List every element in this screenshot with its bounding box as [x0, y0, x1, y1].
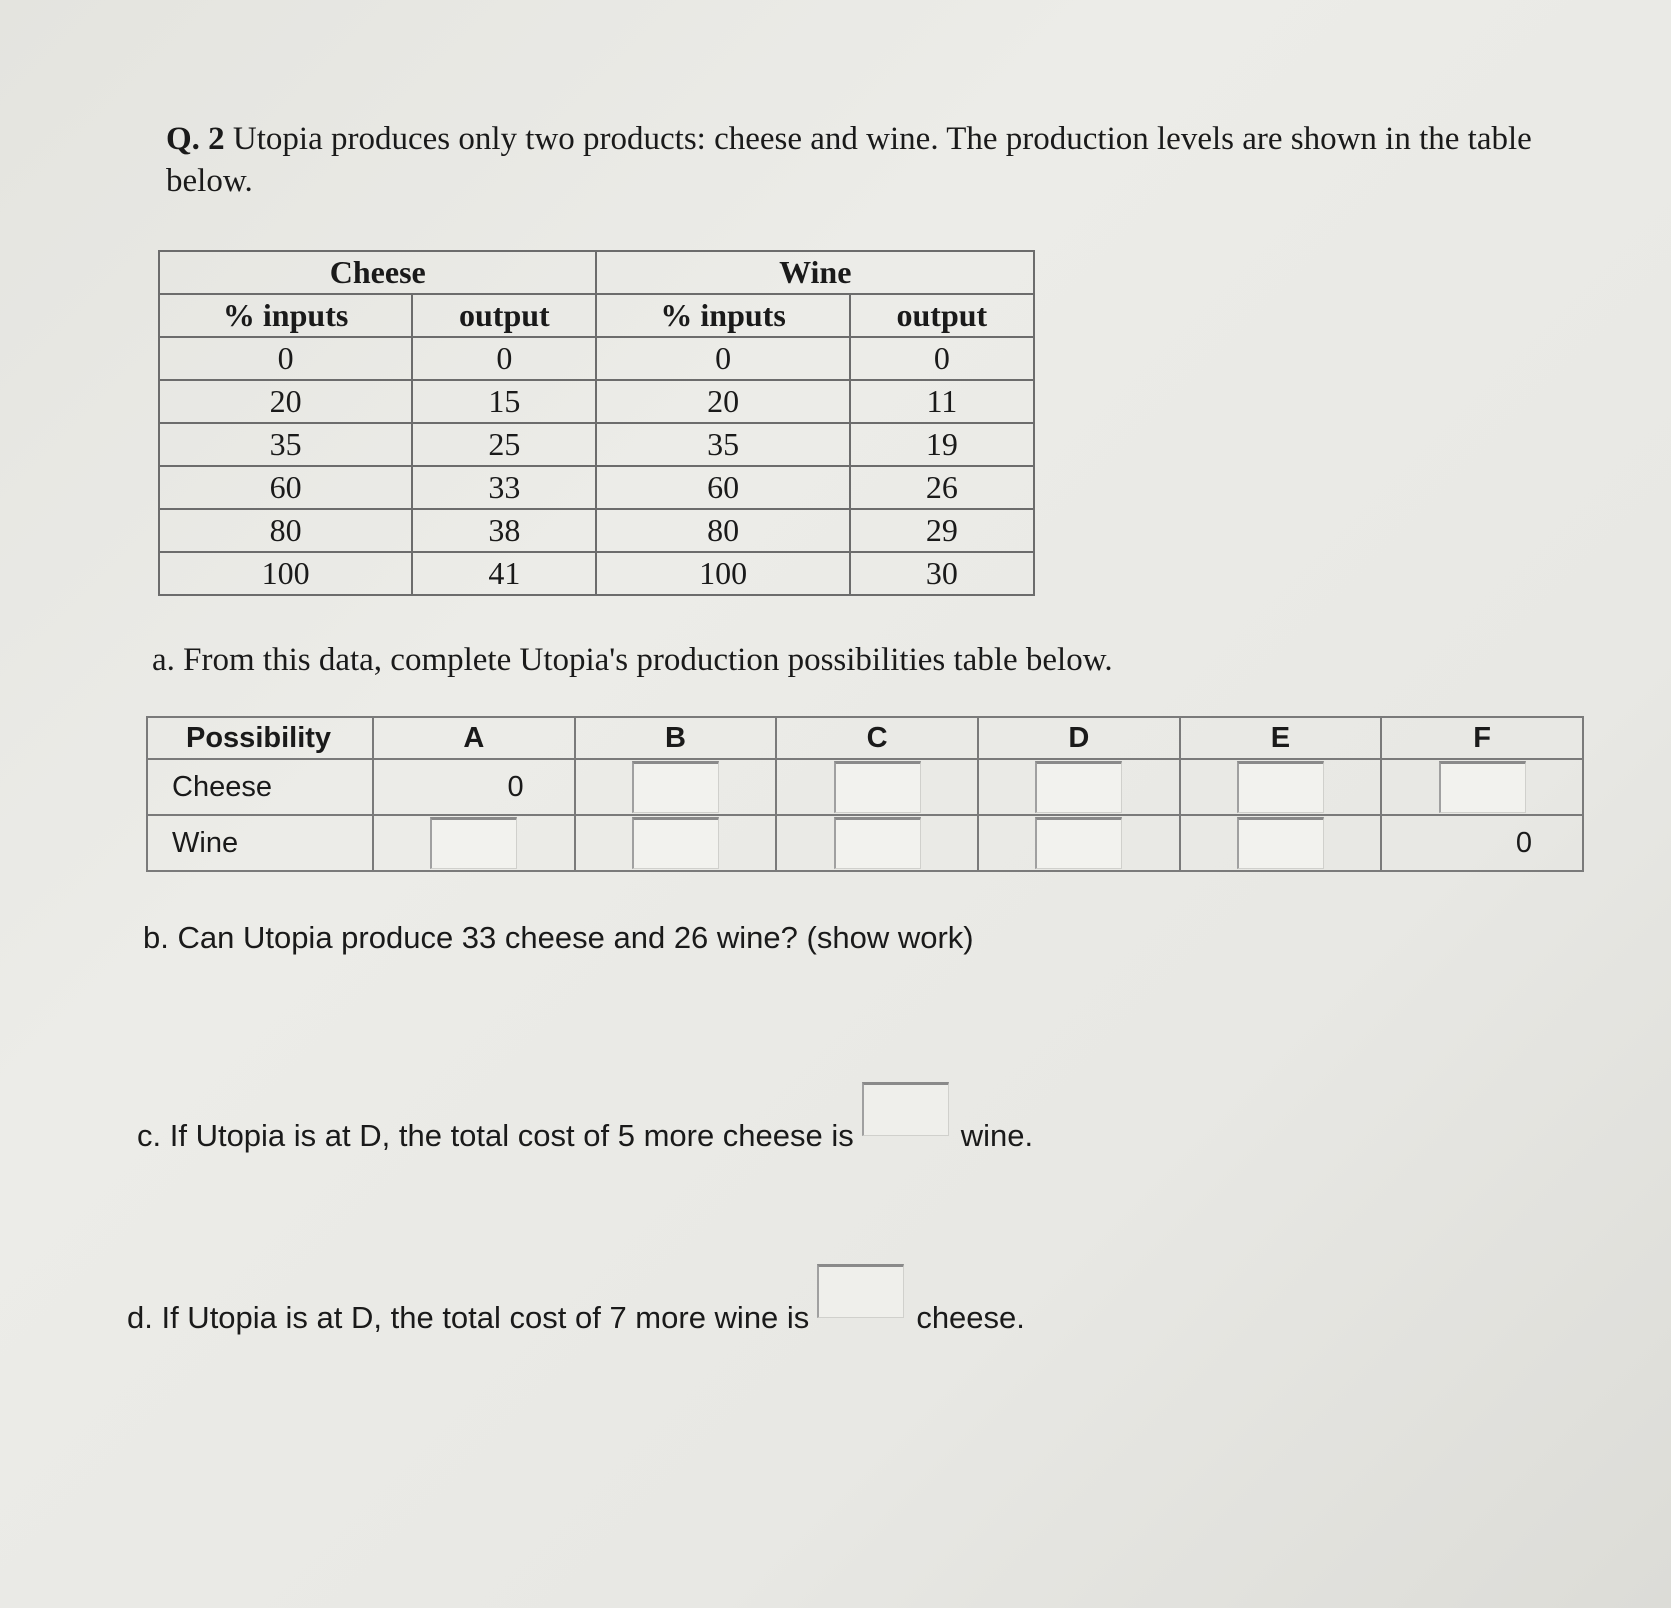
table-cell: 0 — [596, 337, 849, 380]
pp-header-b: B — [575, 717, 777, 759]
part-d-prompt — [127, 1282, 1025, 1336]
part-c-prompt — [137, 1100, 1033, 1154]
pp-row-label-cheese: Cheese — [147, 759, 373, 815]
table-cell: 29 — [850, 509, 1034, 552]
part-c-answer-input[interactable] — [862, 1082, 949, 1136]
table-row — [159, 552, 1034, 595]
part-d-unit: cheese. — [916, 1300, 1025, 1335]
table-cell: 26 — [850, 466, 1034, 509]
table-cell: 100 — [596, 552, 849, 595]
table-row — [159, 423, 1034, 466]
part-c-unit: wine. — [960, 1118, 1034, 1153]
group-header-cheese: Cheese — [159, 251, 596, 294]
table-cell: 0 — [412, 337, 596, 380]
cheese-c-input[interactable] — [834, 761, 921, 813]
table-cell: 20 — [159, 380, 412, 423]
cheese-d-input[interactable] — [1035, 761, 1122, 813]
table-cell: 60 — [159, 466, 412, 509]
cheese-e-input[interactable] — [1237, 761, 1324, 813]
cheese-f-input[interactable] — [1439, 761, 1526, 813]
table-cell: 80 — [596, 509, 849, 552]
table-cell: 41 — [412, 552, 596, 595]
production-possibilities-table — [146, 716, 1584, 872]
table-cell: 60 — [596, 466, 849, 509]
part-a-prompt: a. From this data, complete Utopia's production possibilities table below. — [152, 642, 1113, 678]
wine-a-input[interactable] — [430, 817, 517, 869]
table-cell: 11 — [850, 380, 1034, 423]
pp-row-cheese — [147, 759, 1583, 815]
table-cell: 15 — [412, 380, 596, 423]
pp-header-c: C — [776, 717, 978, 759]
table-cell: 0 — [159, 337, 412, 380]
table-cell: 38 — [412, 509, 596, 552]
wine-f-value: 0 — [1381, 815, 1583, 871]
question-text — [166, 118, 1606, 202]
table-cell: 20 — [596, 380, 849, 423]
pp-header-possibility: Possibility — [147, 717, 373, 759]
col-header-cheese-inputs: % inputs — [159, 294, 412, 337]
table-row — [159, 466, 1034, 509]
wine-e-input[interactable] — [1237, 817, 1324, 869]
table-cell: 19 — [850, 423, 1034, 466]
pp-header-d: D — [978, 717, 1180, 759]
col-header-wine-output: output — [850, 294, 1034, 337]
pp-row-label-wine: Wine — [147, 815, 373, 871]
part-d-text: d. If Utopia is at D, the total cost of 7 more wine is — [127, 1300, 810, 1335]
table-cell: 30 — [850, 552, 1034, 595]
table-cell: 25 — [412, 423, 596, 466]
table-cell: 35 — [159, 423, 412, 466]
group-header-wine: Wine — [596, 251, 1034, 294]
table-row — [159, 380, 1034, 423]
wine-d-input[interactable] — [1035, 817, 1122, 869]
pp-header-e: E — [1180, 717, 1382, 759]
question-number: Q. 2 — [166, 121, 225, 157]
col-header-wine-inputs: % inputs — [596, 294, 849, 337]
table-row — [159, 337, 1034, 380]
table-cell: 80 — [159, 509, 412, 552]
question-body: Utopia produces only two products: cheese and wine. The production levels are shown in the table below. — [166, 121, 1532, 199]
pp-header-a: A — [373, 717, 575, 759]
table-cell: 100 — [159, 552, 412, 595]
production-data-table — [158, 250, 1035, 596]
part-d-answer-input[interactable] — [817, 1264, 904, 1318]
table-cell: 35 — [596, 423, 849, 466]
pp-row-wine — [147, 815, 1583, 871]
cheese-b-input[interactable] — [632, 761, 719, 813]
table-cell: 33 — [412, 466, 596, 509]
wine-c-input[interactable] — [834, 817, 921, 869]
cheese-a-value: 0 — [373, 759, 575, 815]
table-row — [159, 509, 1034, 552]
table-cell: 0 — [850, 337, 1034, 380]
wine-b-input[interactable] — [632, 817, 719, 869]
part-b-prompt: b. Can Utopia produce 33 cheese and 26 wine? (show work) — [143, 920, 974, 955]
col-header-cheese-output: output — [412, 294, 596, 337]
part-c-text: c. If Utopia is at D, the total cost of 5 more cheese is — [137, 1118, 854, 1153]
pp-header-f: F — [1381, 717, 1583, 759]
